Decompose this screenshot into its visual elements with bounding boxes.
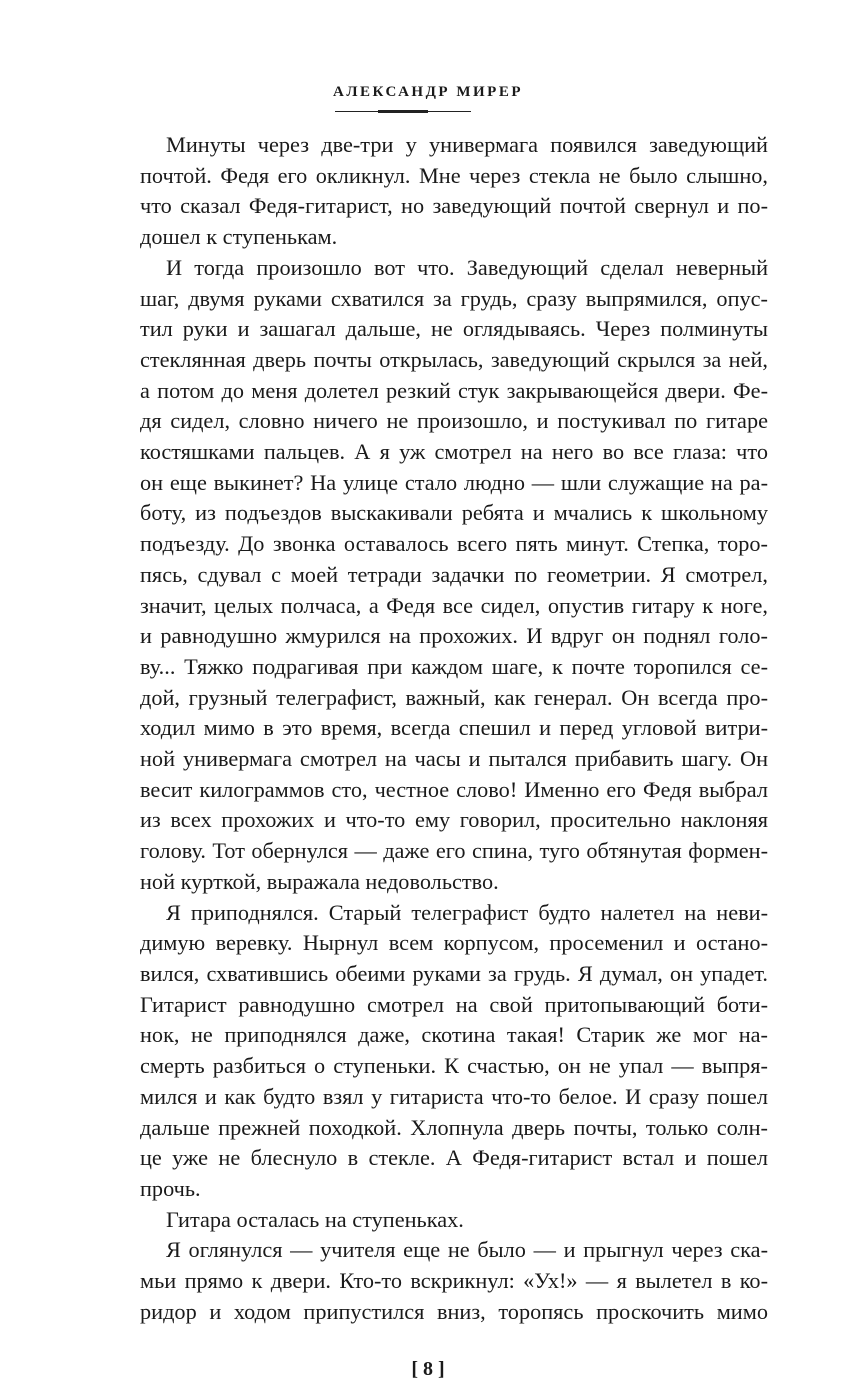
text-line: тил руки и зашагал дальше, не оглядываясь. Через полминуты — [140, 316, 768, 342]
text-line: дя сидел, словно ничего не произошло, и постукивал по гитаре — [140, 408, 768, 434]
text-line: и равнодушно жмурился на прохожих. И вдруг он поднял голо- — [140, 623, 768, 649]
paragraph — [140, 253, 768, 898]
text-line: вился, схватившись обеими руками за грудь. Я думал, он упадет. — [140, 960, 768, 986]
text-line: ридор и ходом припустился вниз, торопясь проскочить мимо — [140, 1298, 768, 1324]
text-line: Минуты через две-три у универмага появился заведующий — [166, 132, 768, 157]
text-line: боту, из подъездов выскакивали ребята и мчались к школьному — [140, 500, 768, 526]
text-line: Я оглянулся — учителя еще не было — и прыгнул через ска- — [166, 1237, 768, 1263]
text-line: дошел к ступенькам. — [140, 224, 338, 250]
text-line: дой, грузный телеграфист, важный, как генерал. Он всегда про- — [140, 684, 768, 710]
text-line: он еще выкинет? На улице стало людно — шли служащие на ра- — [140, 469, 768, 495]
text-line: шаг, двумя руками схватился за грудь, сразу выпрямился, опус- — [140, 285, 768, 311]
text-line: подъезду. До звонка оставалось всего пять минут. Степка, торо- — [140, 531, 768, 557]
text-line: дальше прежней походкой. Хлопнула дверь почты, только солн- — [140, 1114, 768, 1140]
paragraph — [140, 130, 768, 253]
paragraph — [140, 898, 768, 1205]
text-line: что сказал Федя-гитарист, но заведующий почтой свернул и по- — [140, 193, 768, 219]
text-line: Я приподнялся. Старый телеграфист будто налетел на неви- — [166, 899, 768, 925]
body-text — [140, 130, 768, 1327]
text-line: мился и как будто взял у гитариста что-то белое. И сразу пошел — [140, 1083, 768, 1109]
header-rule-area — [0, 101, 856, 130]
text-line: пясь, сдувал с моей тетради задачки по геометрии. Я смотрел, — [140, 561, 768, 587]
running-header-author: АЛЕКСАНДР МИРЕР — [333, 84, 523, 100]
text-line: весит килограммов сто, честное слово! Именно его Федя выбрал — [140, 776, 768, 802]
text-line: Гитарист равнодушно смотрел на свой притопывающий боти- — [140, 991, 768, 1017]
text-line: димую веревку. Нырнул всем корпусом, просеменил и остано- — [140, 930, 768, 956]
text-line: ходил мимо в это время, всегда спешил и перед угловой витри- — [140, 715, 768, 741]
text-line: мьи прямо к двери. Кто-то вскрикнул: «Ух!» — я вылетел в ко- — [140, 1268, 768, 1294]
page-number: [ 8 ] — [411, 1358, 445, 1381]
text-line: смерть разбиться о ступеньки. К счастью, он не упал — выпря- — [140, 1053, 768, 1079]
text-line: стеклянная дверь почты открылась, заведующий скрылся за ней, — [140, 346, 768, 372]
text-line: це уже не блеснуло в стекле. А Федя-гитарист встал и пошел — [140, 1145, 768, 1171]
text-line: Гитара осталась на ступеньках. — [166, 1206, 464, 1232]
text-line: значит, целых полчаса, а Федя все сидел, опустив гитару к ноге, — [140, 592, 768, 618]
text-line: И тогда произошло вот что. Заведующий сделал неверный — [166, 254, 768, 280]
paragraph — [140, 1205, 768, 1236]
text-line: ву... Тяжко подрагивая при каждом шаге, к почте торопился се- — [140, 653, 768, 679]
text-line: почтой. Федя его окликнул. Мне через стекла не было слышно, — [140, 162, 768, 188]
text-line: ной курткой, выражала недовольство. — [140, 868, 499, 894]
text-line: ной универмага смотрел на часы и пытался прибавить шагу. Он — [140, 746, 768, 772]
text-line: костяшками пальцев. А я уж смотрел на него во все глаза: что — [140, 439, 768, 465]
header-rule-accent — [378, 110, 428, 113]
text-line: голову. Тот обернулся — даже его спина, туго обтянутая формен- — [140, 838, 768, 864]
paragraph — [140, 1235, 768, 1327]
text-line: а потом до меня долетел резкий стук закрывающейся двери. Фе- — [140, 377, 768, 403]
text-line: нок, не приподнялся даже, скотина такая! Старик же мог на- — [140, 1022, 768, 1048]
text-line: прочь. — [140, 1175, 201, 1201]
text-line: из всех прохожих и что-то ему говорил, просительно наклоняя — [140, 807, 768, 833]
